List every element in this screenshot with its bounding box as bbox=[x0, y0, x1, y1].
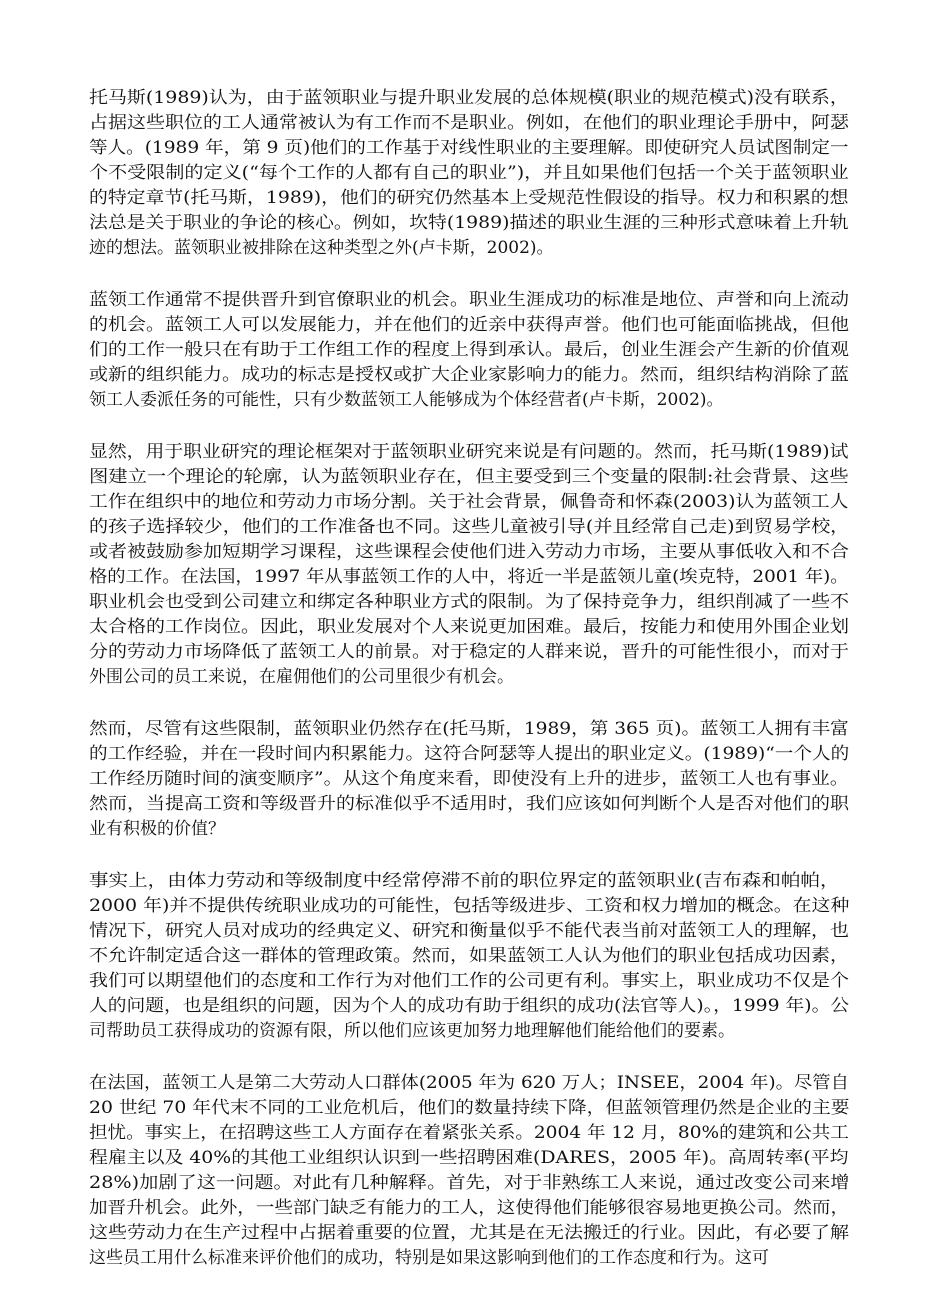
text-line: 这些劳动力在生产过程中占据着重要的位置，尤其是在无法搬迁的行业。因此，有必要了解 bbox=[89, 1223, 849, 1243]
text-line: 外围公司的员工来说，在雇佣他们的公司里很少有机会。 bbox=[89, 667, 514, 687]
text-line: 或新的组织能力。成功的标志是授权或扩大企业家影响力的能力。然而，组织结构消除了蓝 bbox=[89, 365, 849, 385]
text-line: 的机会。蓝领工人可以发展能力，并在他们的近亲中获得声誉。他们也可能面临挑战，但他 bbox=[89, 315, 849, 335]
text-line: 格的工作。在法国，1997 年从事蓝领工作的人中，将近一半是蓝领儿童(埃克特，2001 年)。 bbox=[89, 567, 849, 587]
paragraph bbox=[89, 869, 849, 1044]
text-line: 分的劳动力市场降低了蓝领工人的前景。对于稳定的人群来说，晋升的可能性很小，而对于 bbox=[89, 642, 849, 662]
paragraph bbox=[89, 1071, 849, 1271]
text-line: 加晋升机会。此外，一些部门缺乏有能力的工人，这使得他们能够很容易地更换公司。然而， bbox=[89, 1198, 849, 1218]
text-line: 显然，用于职业研究的理论框架对于蓝领职业研究来说是有问题的。然而，托马斯(1989)试 bbox=[89, 442, 849, 462]
text-line: 事实上，由体力劳动和等级制度中经常停滞不前的职位界定的蓝领职业(吉布森和帕帕， bbox=[89, 871, 840, 891]
text-line: 工作在组织中的地位和劳动力市场分割。关于社会背景，佩鲁奇和怀森(2003)认为蓝领工人 bbox=[89, 492, 849, 512]
text-line: 程雇主以及 40%的其他工业组织认识到一些招聘困难(DARES，2005 年)。高周转率(平均 bbox=[89, 1148, 849, 1168]
text-line: 个不受限制的定义(“每个工作的人都有自己的职业”)，并且如果他们包括一个关于蓝领职业 bbox=[89, 163, 849, 183]
text-line: 不允许制定适合这一群体的管理政策。然而，如果蓝领工人认为他们的职业包括成功因素， bbox=[89, 946, 849, 966]
text-line: 等人。(1989 年，第 9 页)他们的工作基于对线性职业的主要理解。即使研究人员试图制定一 bbox=[89, 138, 849, 158]
text-line: 领工人委派任务的可能性，只有少数蓝领工人能够成为个体经营者(卢卡斯，2002)。 bbox=[89, 390, 724, 410]
document-body bbox=[89, 86, 849, 1298]
text-line: 太合格的工作岗位。因此，职业发展对个人来说更加困难。最后，按能力和使用外围企业划 bbox=[89, 617, 849, 637]
text-line: 然而，尽管有这些限制，蓝领职业仍然存在(托马斯，1989，第 365 页)。蓝领工人拥有丰富 bbox=[89, 719, 849, 739]
text-line: 担忧。事实上，在招聘这些工人方面存在着紧张关系。2004 年 12 月，80%的建筑和公共工 bbox=[89, 1123, 849, 1143]
paragraph bbox=[89, 288, 849, 413]
text-line: 工作经历随时间的演变顺序”。从这个角度来看，即使没有上升的进步，蓝领工人也有事业。 bbox=[89, 769, 849, 789]
text-line: 占据这些职位的工人通常被认为有工作而不是职业。例如，在他们的职业理论手册中，阿瑟 bbox=[89, 113, 849, 133]
paragraph bbox=[89, 86, 849, 261]
text-line: 我们可以期望他们的态度和工作行为对他们工作的公司更有利。事实上，职业成功不仅是个 bbox=[89, 971, 849, 991]
text-line: 们的工作一般只在有助于工作组工作的程度上得到承认。最后，创业生涯会产生新的价值观 bbox=[89, 340, 849, 360]
text-line: 图建立一个理论的轮廓，认为蓝领职业存在，但主要受到三个变量的限制:社会背景、这些 bbox=[89, 467, 849, 487]
text-line: 司帮助员工获得成功的资源有限，所以他们应该更加努力地理解他们能给他们的要素。 bbox=[89, 1021, 735, 1041]
paragraph bbox=[89, 717, 849, 842]
text-line: 在法国，蓝领工人是第二大劳动人口群体(2005 年为 620 万人；INSEE，2004 年)。尽管自 bbox=[89, 1073, 849, 1093]
text-line: 20 世纪 70 年代末不同的工业危机后，他们的数量持续下降，但蓝领管理仍然是企业的主要 bbox=[89, 1098, 850, 1118]
text-line: 或者被鼓励参加短期学习课程，这些课程会使他们进入劳动力市场，主要从事低收入和不合 bbox=[89, 542, 849, 562]
text-line: 然而，当提高工资和等级晋升的标准似乎不适用时，我们应该如何判断个人是否对他们的职 bbox=[89, 794, 849, 814]
text-line: 托马斯(1989)认为，由于蓝领职业与提升职业发展的总体规模(职业的规范模式)没有联系， bbox=[89, 88, 849, 108]
text-line: 的孩子选择较少，他们的工作准备也不同。这些儿童被引导(并且经常自己走)到贸易学校， bbox=[89, 517, 850, 537]
text-line: 的特定章节(托马斯，1989)，他们的研究仍然基本上受规范性假设的指导。权力和积累的想 bbox=[89, 188, 849, 208]
text-line: 的工作经验，并在一段时间内积累能力。这符合阿瑟等人提出的职业定义。(1989)“一个人的 bbox=[89, 744, 850, 764]
text-line: 28%)加剧了这一问题。对此有几种解释。首先，对于非熟练工人来说，通过改变公司来增 bbox=[89, 1173, 850, 1193]
paragraph bbox=[89, 440, 849, 690]
text-line: 情况下，研究人员对成功的经典定义、研究和衡量似乎不能代表当前对蓝领工人的理解，也 bbox=[89, 921, 849, 941]
text-line: 职业机会也受到公司建立和绑定各种职业方式的限制。为了保持竞争力，组织削减了一些不 bbox=[89, 592, 849, 612]
text-line: 2000 年)并不提供传统职业成功的可能性，包括等级进步、工资和权力增加的概念。在这种 bbox=[89, 896, 850, 916]
text-line: 业有积极的价值？ bbox=[89, 819, 225, 839]
text-line: 这些员工用什么标准来评价他们的成功，特别是如果这影响到他们的工作态度和行为。这可 bbox=[89, 1248, 769, 1268]
text-line: 法总是关于职业的争论的核心。例如，坎特(1989)描述的职业生涯的三种形式意味着上升轨 bbox=[89, 213, 849, 233]
text-line: 人的问题，也是组织的问题，因为个人的成功有助于组织的成功(法官等人)。，1999 年)。公 bbox=[89, 996, 850, 1016]
text-line: 迹的想法。蓝领职业被排除在这种类型之外(卢卡斯，2002)。 bbox=[89, 238, 554, 258]
text-line: 蓝领工作通常不提供晋升到官僚职业的机会。职业生涯成功的标准是地位、声誉和向上流动 bbox=[89, 290, 849, 310]
